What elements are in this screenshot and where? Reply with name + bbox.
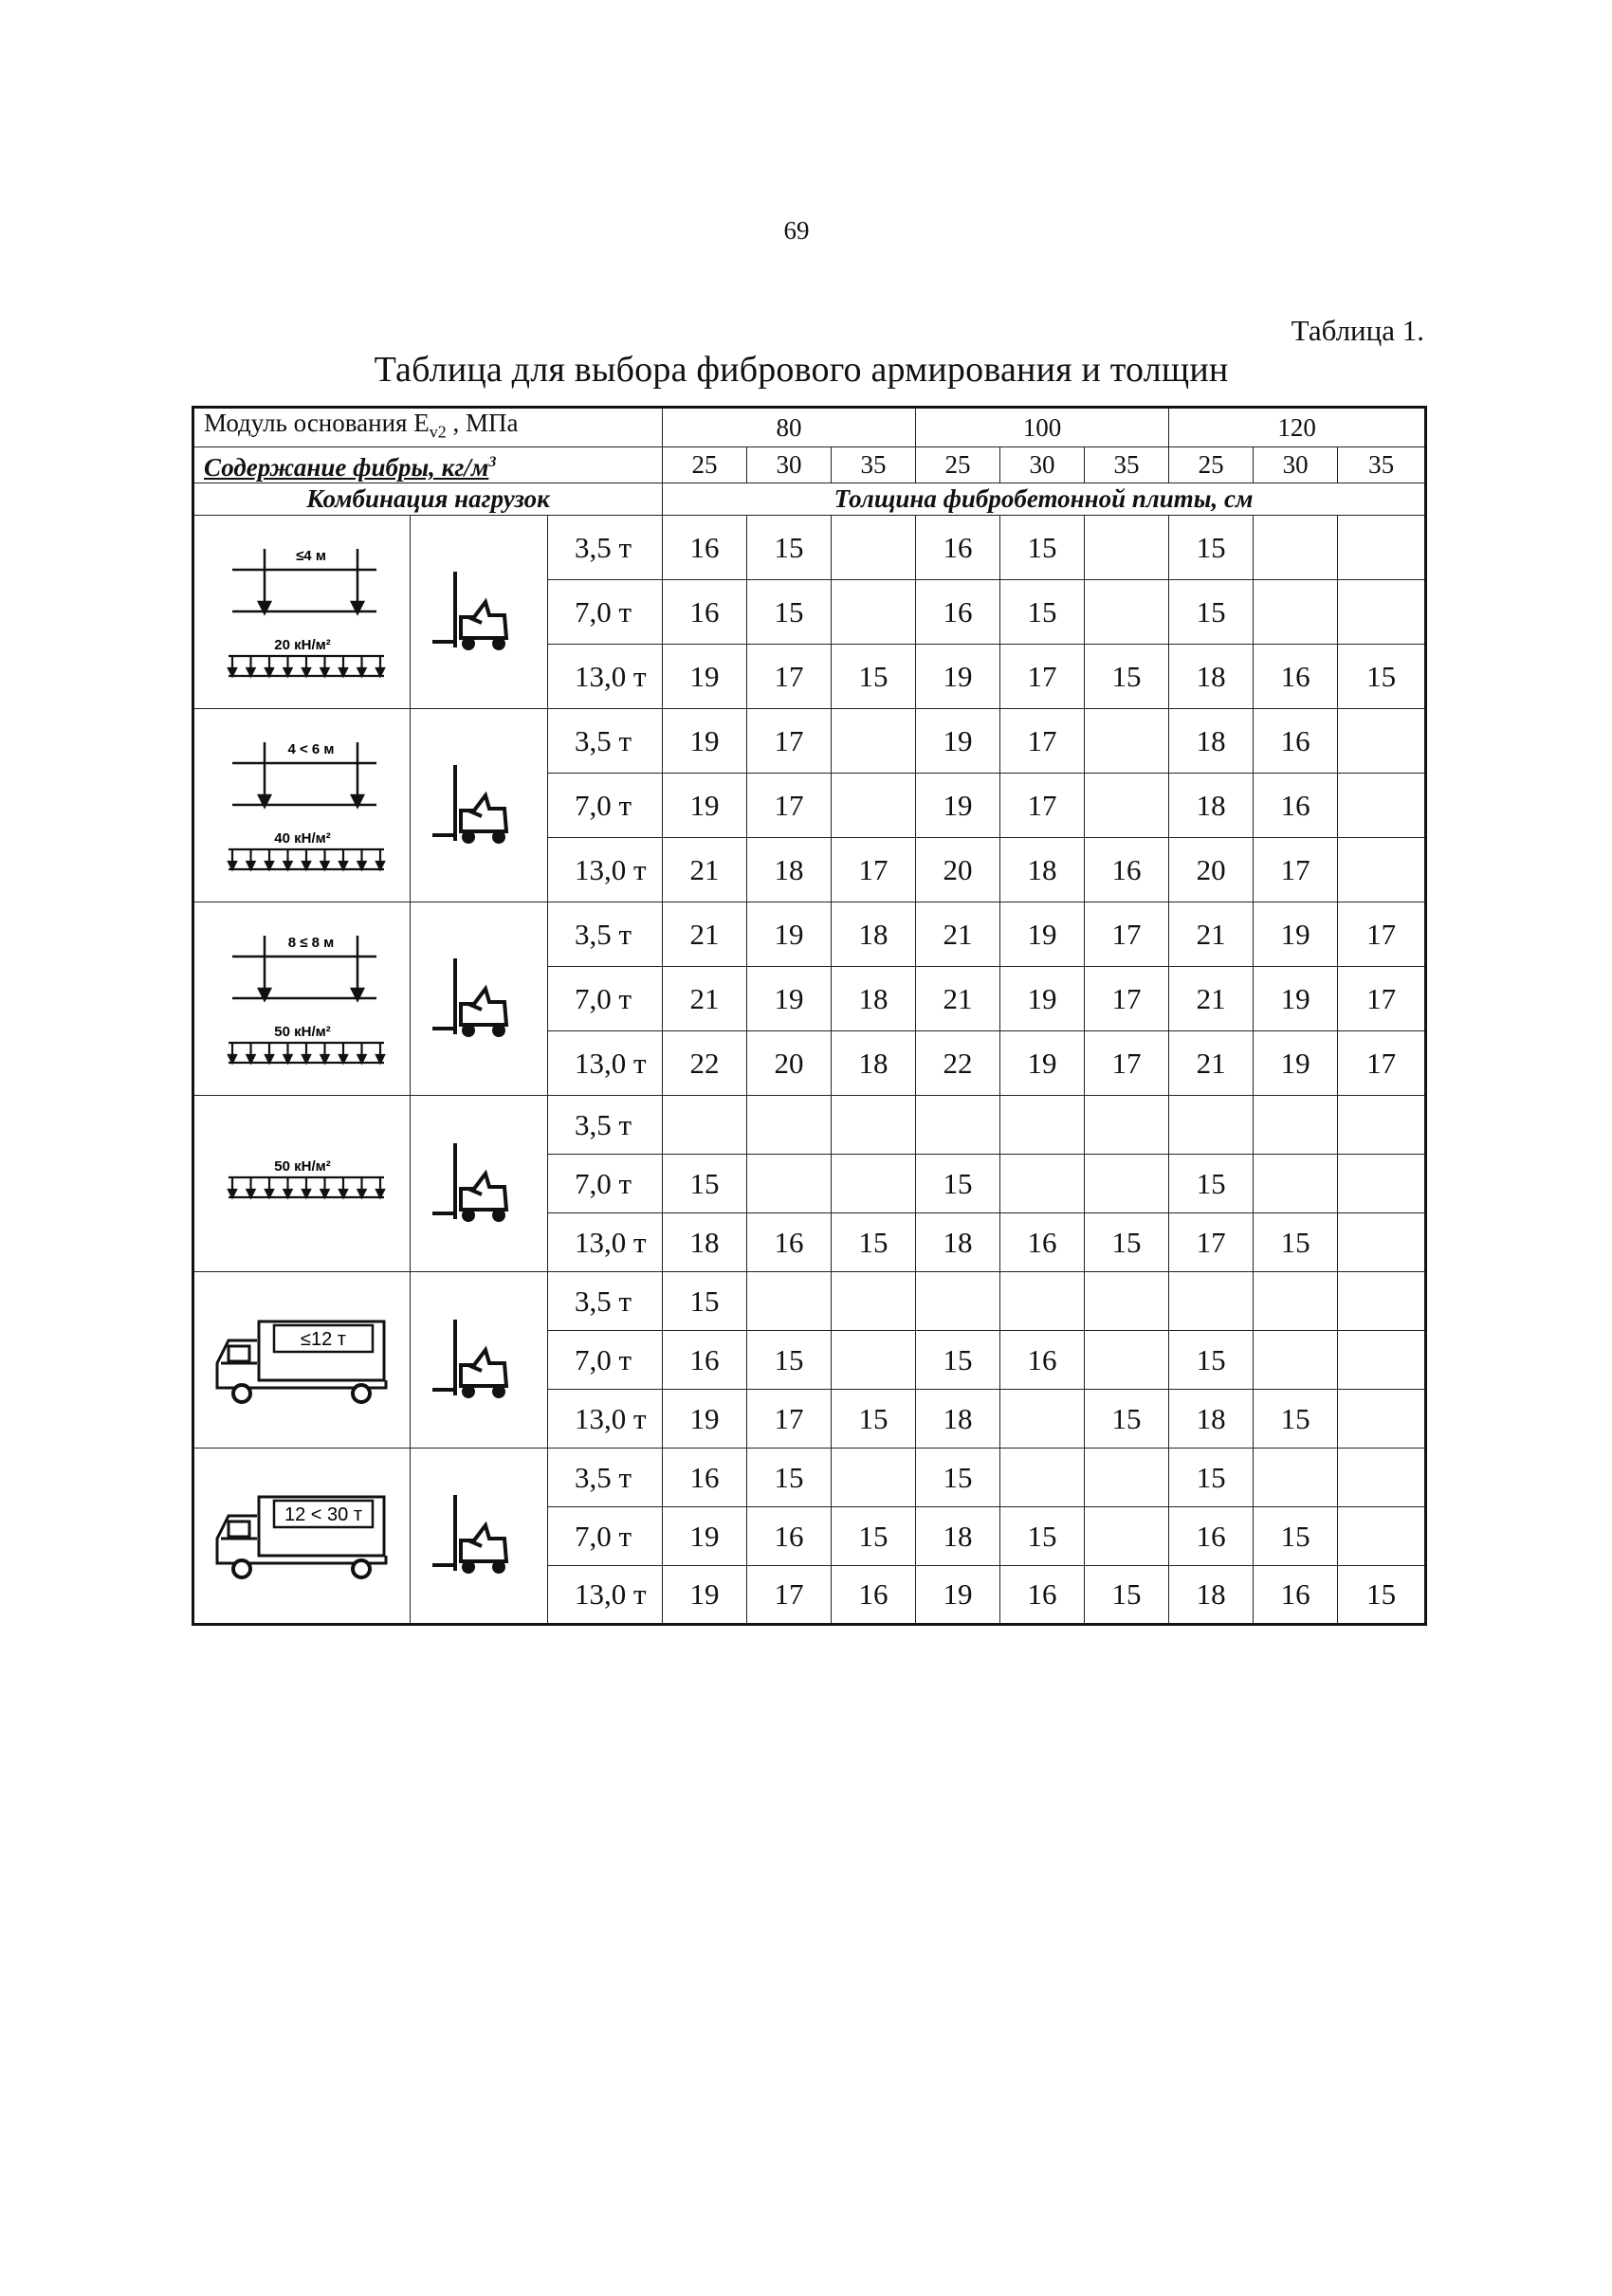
thickness-cell [1338,1213,1426,1272]
thickness-cell: 18 [832,967,916,1031]
thickness-cell: 15 [747,1331,832,1390]
thickness-cell: 18 [1169,774,1254,838]
thickness-cell: 17 [1338,902,1426,967]
thickness-cell: 19 [1000,902,1085,967]
thickness-cell [832,516,916,580]
thickness-cell: 21 [916,902,1000,967]
thickness-cell [1254,1449,1338,1507]
forklift-icon [427,1484,531,1588]
forklift-load-cell: 3,5 т [548,709,663,774]
thickness-cell: 15 [1000,516,1085,580]
thickness-cell [747,1272,832,1331]
thickness-cell [1000,1272,1085,1331]
thickness-cell: 20 [1169,838,1254,902]
thickness-cell: 15 [1169,1331,1254,1390]
modulus-subscript: v2 [429,422,447,442]
thickness-cell: 15 [1338,1566,1426,1625]
table-row [193,709,1426,774]
thickness-cell: 17 [747,709,832,774]
thickness-cell [1085,1331,1169,1390]
thickness-cell: 19 [916,645,1000,709]
thickness-cell: 16 [1000,1331,1085,1390]
thickness-cell: 15 [832,1213,916,1272]
fiber-value-cell: 30 [1254,447,1338,483]
thickness-cell: 15 [1169,1155,1254,1213]
thickness-cell: 15 [1000,1507,1085,1566]
fiber-value-cell: 35 [1338,447,1426,483]
thickness-cell: 16 [1085,838,1169,902]
thickness-cell: 19 [916,709,1000,774]
fiber-value-cell: 25 [663,447,747,483]
thickness-cell [1085,1507,1169,1566]
thickness-cell [1254,1272,1338,1331]
spacing-label: ≤4 м [295,547,326,564]
table-body [193,408,1426,1625]
forklift-cell [411,1096,548,1272]
truck-capacity-label: ≤12 т [300,1328,346,1350]
thickness-cell: 18 [1169,645,1254,709]
thickness-cell [1338,774,1426,838]
thickness-cell: 15 [747,516,832,580]
thickness-cell [1085,1272,1169,1331]
thickness-cell [1338,1507,1426,1566]
thickness-cell: 21 [916,967,1000,1031]
thickness-cell: 17 [1338,1031,1426,1096]
thickness-cell [1338,1272,1426,1331]
forklift-load-cell: 13,0 т [548,645,663,709]
thickness-cell: 19 [663,774,747,838]
table-title: Таблица для выбора фибрового армирования и толщин [374,350,1229,390]
thickness-cell: 18 [663,1213,747,1272]
thickness-cell: 20 [916,838,1000,902]
thickness-cell: 17 [1085,1031,1169,1096]
thickness-cell [1338,709,1426,774]
thickness-cell: 15 [1254,1507,1338,1566]
forklift-load-cell: 13,0 т [548,1213,663,1272]
thickness-cell: 16 [1254,774,1338,838]
thickness-cell [1085,1449,1169,1507]
forklift-cell [411,1272,548,1449]
table-row [193,1096,1426,1155]
thickness-cell: 15 [1085,645,1169,709]
svg-text:40 кН/м²: 40 кН/м² [273,829,331,847]
fiber-thickness-table [192,406,1427,1626]
thickness-cell [1338,1096,1426,1155]
forklift-load-cell: 3,5 т [548,1449,663,1507]
thickness-cell [1254,1096,1338,1155]
load-diagram-cell [193,1096,411,1272]
table-row [193,1272,1426,1331]
thickness-cell: 15 [1169,516,1254,580]
point-loads-icon [208,532,397,693]
thickness-cell: 16 [1254,1566,1338,1625]
thickness-cell: 19 [663,645,747,709]
thickness-cell: 18 [916,1390,1000,1449]
thickness-cell [916,1272,1000,1331]
table-row [193,1449,1426,1507]
page-number: 69 [783,216,810,245]
modulus-label-cell [193,408,663,447]
thickness-cell: 19 [663,1390,747,1449]
thickness-cell: 19 [663,1566,747,1625]
thickness-cell: 19 [1254,902,1338,967]
thickness-cell: 18 [1169,1566,1254,1625]
thickness-cell: 21 [663,902,747,967]
forklift-cell [411,1449,548,1625]
thickness-cell [832,580,916,645]
svg-text:20 кН/м²: 20 кН/м² [273,636,331,653]
thickness-cell: 18 [747,838,832,902]
thickness-cell: 16 [916,516,1000,580]
thickness-cell [1169,1096,1254,1155]
thickness-cell: 16 [747,1213,832,1272]
forklift-load-cell: 3,5 т [548,1096,663,1155]
point-loads-icon [208,919,397,1080]
thickness-cell [1338,1449,1426,1507]
thickness-cell: 15 [916,1449,1000,1507]
thickness-cell: 21 [1169,902,1254,967]
forklift-load-cell: 13,0 т [548,1031,663,1096]
thickness-cell: 18 [916,1507,1000,1566]
load-diagram-cell [193,516,411,709]
table-row [193,902,1426,967]
thickness-cell: 16 [663,580,747,645]
thickness-cell: 15 [1085,1566,1169,1625]
thickness-cell: 19 [916,1566,1000,1625]
thickness-cell: 16 [1000,1566,1085,1625]
fiber-superscript: 3 [488,454,497,471]
thickness-cell: 15 [832,1390,916,1449]
thickness-cell [832,774,916,838]
thickness-cell [1338,1390,1426,1449]
forklift-load-cell: 3,5 т [548,516,663,580]
forklift-cell [411,516,548,709]
thickness-cell [832,1096,916,1155]
load-diagram-cell [193,1449,411,1625]
thickness-cell: 16 [916,580,1000,645]
thickness-cell: 19 [663,709,747,774]
thickness-cell: 19 [1000,967,1085,1031]
spacing-label: 8 ≤ 8 м [287,934,334,951]
thickness-cell: 22 [663,1031,747,1096]
forklift-load-cell: 7,0 т [548,1331,663,1390]
thickness-cell: 19 [916,774,1000,838]
thickness-cell: 22 [916,1031,1000,1096]
thickness-cell [1169,1272,1254,1331]
forklift-icon [427,947,531,1051]
forklift-load-cell: 7,0 т [548,580,663,645]
forklift-cell [411,902,548,1096]
thickness-cell: 17 [1000,709,1085,774]
thickness-cell [1254,1331,1338,1390]
fiber-value-cell: 30 [747,447,832,483]
thickness-cell [1085,1155,1169,1213]
thickness-cell [1338,516,1426,580]
thickness-cell: 16 [663,1449,747,1507]
forklift-load-cell: 7,0 т [548,774,663,838]
thickness-cell [747,1096,832,1155]
forklift-load-cell: 7,0 т [548,967,663,1031]
thickness-cell: 21 [663,838,747,902]
thickness-cell: 18 [1000,838,1085,902]
thickness-cell: 15 [916,1331,1000,1390]
modulus-unit: , МПа [446,409,519,437]
thickness-cell: 17 [1085,902,1169,967]
thickness-cell [832,1155,916,1213]
thickness-cell [916,1096,1000,1155]
thickness-cell [1338,580,1426,645]
thickness-cell [1000,1449,1085,1507]
thickness-cell [1085,774,1169,838]
truck-capacity-label: 12 < 30 т [284,1504,362,1526]
thickness-cell: 15 [1085,1213,1169,1272]
thickness-cell: 15 [832,645,916,709]
distributed-load-icon [208,1146,397,1222]
thickness-cell: 17 [747,774,832,838]
thickness-cell: 19 [747,967,832,1031]
truck-icon [208,1484,397,1588]
thickness-cell [832,1331,916,1390]
thickness-cell: 17 [1000,774,1085,838]
forklift-icon [427,754,531,858]
thickness-cell: 19 [747,902,832,967]
thickness-cell: 19 [1254,967,1338,1031]
thickness-cell [832,1272,916,1331]
thickness-cell: 18 [1169,1390,1254,1449]
forklift-load-cell: 13,0 т [548,1566,663,1625]
svg-text:50 кН/м²: 50 кН/м² [273,1023,331,1040]
thickness-cell [1254,516,1338,580]
point-loads-icon [208,725,397,886]
thickness-cell [1000,1096,1085,1155]
modulus-value-cell: 100 [916,408,1169,447]
thickness-cell: 15 [663,1155,747,1213]
thickness-cell: 19 [663,1507,747,1566]
thickness-cell [1085,580,1169,645]
thickness-cell [1085,516,1169,580]
spacing-label: 4 < 6 м [286,740,335,757]
modulus-value-cell: 120 [1169,408,1426,447]
modulus-value-cell: 80 [663,408,916,447]
load-diagram-cell [193,902,411,1096]
thickness-cell: 16 [1254,645,1338,709]
forklift-load-cell: 3,5 т [548,1272,663,1331]
thickness-cell: 15 [1000,580,1085,645]
thickness-cell: 17 [747,1566,832,1625]
truck-icon [208,1308,397,1412]
fiber-value-cell: 30 [1000,447,1085,483]
thickness-cell: 17 [747,645,832,709]
svg-text:50 кН/м²: 50 кН/м² [273,1157,331,1175]
thickness-cell: 15 [1169,580,1254,645]
forklift-load-cell: 3,5 т [548,902,663,967]
thickness-cell: 16 [832,1566,916,1625]
thickness-cell: 21 [1169,967,1254,1031]
forklift-load-cell: 7,0 т [548,1507,663,1566]
thickness-cell [1338,838,1426,902]
forklift-load-cell: 13,0 т [548,838,663,902]
thickness-cell: 17 [1000,645,1085,709]
thickness-cell [1000,1155,1085,1213]
thickness-cell: 18 [1169,709,1254,774]
thickness-cell [1338,1155,1426,1213]
thickness-cell: 16 [663,1331,747,1390]
thickness-cell [832,709,916,774]
load-diagram-cell [193,709,411,902]
thickness-cell [1254,1155,1338,1213]
thickness-cell: 15 [1085,1390,1169,1449]
thickness-cell [1085,1096,1169,1155]
thickness-cell: 19 [1254,1031,1338,1096]
thickness-cell: 18 [832,902,916,967]
thickness-cell: 17 [1338,967,1426,1031]
thickness-cell: 15 [832,1507,916,1566]
thickness-cell: 16 [1000,1213,1085,1272]
forklift-cell [411,709,548,902]
fiber-value-cell: 25 [1169,447,1254,483]
header-row-sections [193,483,1426,516]
thickness-cell: 17 [747,1390,832,1449]
table-row [193,516,1426,580]
header-row-modulus [193,408,1426,447]
thickness-header: Толщина фибробетонной плиты, см [663,483,1426,516]
thickness-cell: 16 [663,516,747,580]
thickness-cell [1338,1331,1426,1390]
thickness-cell: 15 [1254,1390,1338,1449]
thickness-cell: 17 [1254,838,1338,902]
thickness-cell: 19 [1000,1031,1085,1096]
thickness-cell: 16 [1169,1507,1254,1566]
thickness-cell: 15 [1338,645,1426,709]
thickness-cell [832,1449,916,1507]
thickness-cell: 15 [1254,1213,1338,1272]
thickness-cell: 17 [832,838,916,902]
thickness-cell: 21 [663,967,747,1031]
thickness-cell: 15 [747,1449,832,1507]
thickness-cell: 18 [916,1213,1000,1272]
thickness-cell: 17 [1085,967,1169,1031]
forklift-load-cell: 7,0 т [548,1155,663,1213]
forklift-icon [427,560,531,665]
thickness-cell: 20 [747,1031,832,1096]
fiber-value-cell: 35 [1085,447,1169,483]
thickness-cell: 21 [1169,1031,1254,1096]
thickness-cell: 15 [747,580,832,645]
forklift-load-cell: 13,0 т [548,1390,663,1449]
thickness-cell [1000,1390,1085,1449]
modulus-label: Модуль основания E [204,409,430,437]
load-combination-header: Комбинация нагрузок [193,483,663,516]
thickness-cell: 18 [832,1031,916,1096]
forklift-icon [427,1132,531,1236]
thickness-cell: 16 [1254,709,1338,774]
thickness-cell: 16 [747,1507,832,1566]
thickness-cell: 17 [1169,1213,1254,1272]
header-row-fiber [193,447,1426,483]
forklift-icon [427,1308,531,1412]
fiber-value-cell: 35 [832,447,916,483]
fiber-value-cell: 25 [916,447,1000,483]
thickness-cell: 15 [663,1272,747,1331]
thickness-cell [747,1155,832,1213]
thickness-cell: 15 [916,1155,1000,1213]
fiber-label: Содержание фибры, кг/м [204,453,489,483]
load-diagram-cell [193,1272,411,1449]
fiber-label-cell [193,447,663,483]
thickness-cell: 15 [1169,1449,1254,1507]
thickness-cell [663,1096,747,1155]
thickness-cell [1254,580,1338,645]
thickness-cell [1085,709,1169,774]
table-reference: Таблица 1. [1291,314,1424,347]
